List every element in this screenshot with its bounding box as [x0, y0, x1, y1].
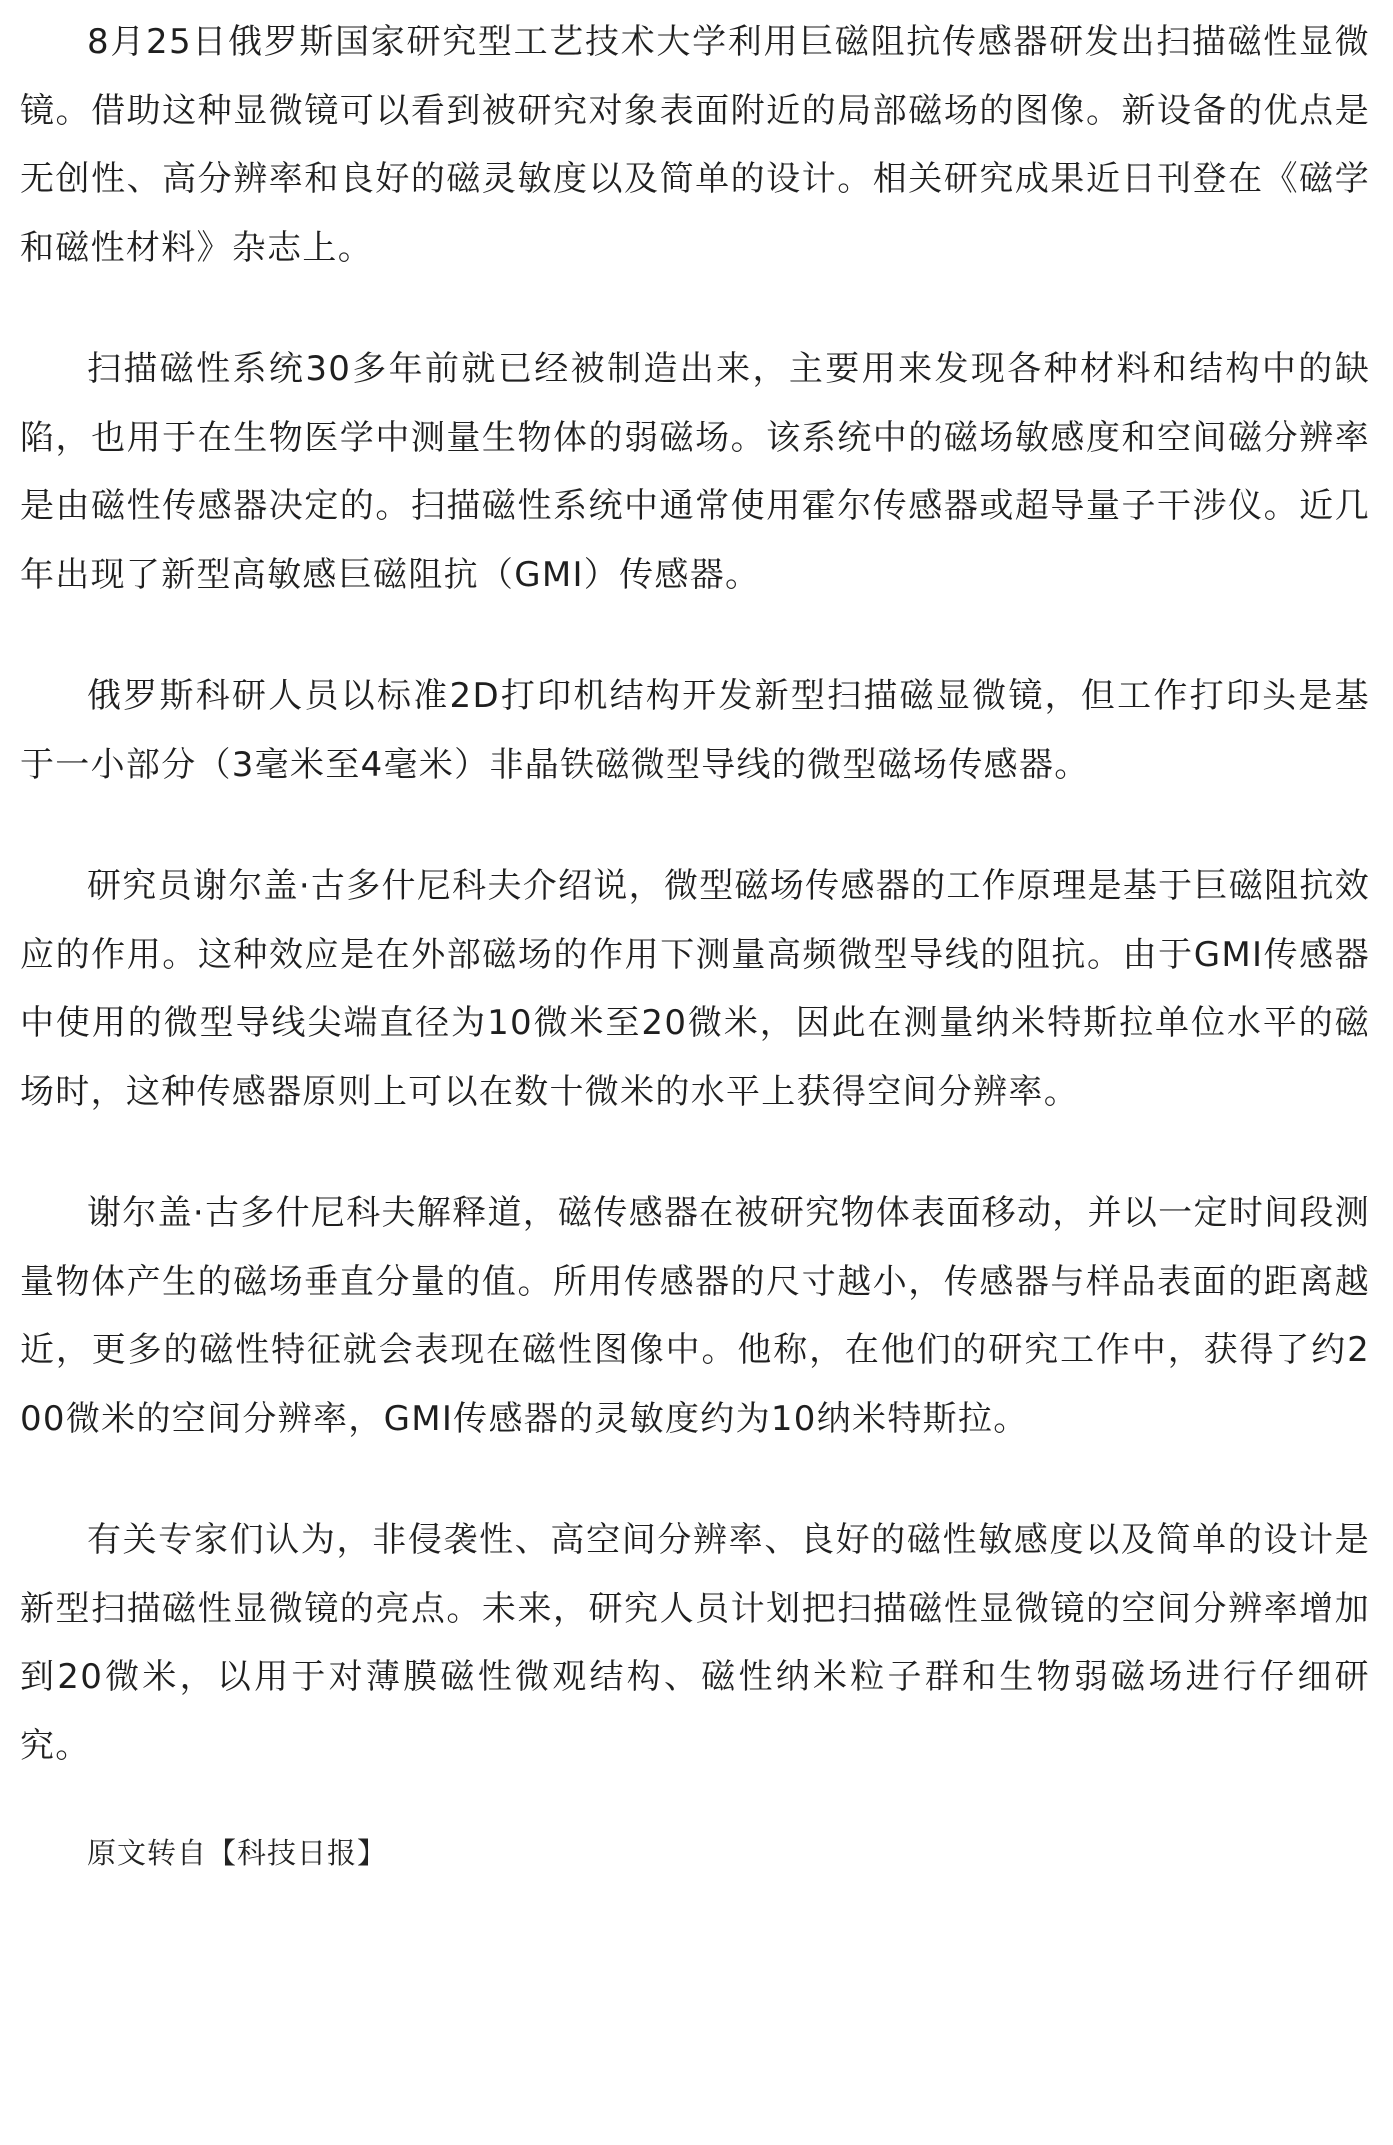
article-body [20, 8, 1370, 1873]
article-paragraph-1: 8月25日俄罗斯国家研究型工艺技术大学利用巨磁阻抗传感器研发出扫描磁性显微镜。借助这种显微镜可以看到被研究对象表面附近的局部磁场的图像。新设备的优点是无创性、高分辨率和良好的磁灵敏度以及简单的设计。相关研究成果近日刊登在《磁学和磁性材料》杂志上。 [20, 22, 1370, 268]
article-paragraph-4: 研究员谢尔盖·古多什尼科夫介绍说，微型磁场传感器的工作原理是基于巨磁阻抗效应的作用。这种效应是在外部磁场的作用下测量高频微型导线的阻抗。由于GMI传感器中使用的微型导线尖端直径为10微米至20微米，因此在测量纳米特斯拉单位水平的磁场时，这种传感器原则上可以在数十微米的水平上获得空间分辨率。 [20, 866, 1370, 1112]
article-paragraph-3: 俄罗斯科研人员以标准2D打印机结构开发新型扫描磁显微镜，但工作打印头是基于一小部分（3毫米至4毫米）非晶铁磁微型导线的微型磁场传感器。 [20, 676, 1370, 785]
article-paragraph-5: 谢尔盖·古多什尼科夫解释道，磁传感器在被研究物体表面移动，并以一定时间段测量物体产生的磁场垂直分量的值。所用传感器的尺寸越小，传感器与样品表面的距离越近，更多的磁性特征就会表现在磁性图像中。他称，在他们的研究工作中，获得了约200微米的空间分辨率，GMI传感器的灵敏度约为10纳米特斯拉。 [20, 1193, 1370, 1439]
article-paragraph-2: 扫描磁性系统30多年前就已经被制造出来，主要用来发现各种材料和结构中的缺陷，也用于在生物医学中测量生物体的弱磁场。该系统中的磁场敏感度和空间磁分辨率是由磁性传感器决定的。扫描磁性系统中通常使用霍尔传感器或超导量子干涉仪。近几年出现了新型高敏感巨磁阻抗（GMI）传感器。 [20, 349, 1370, 595]
article-paragraph-6: 有关专家们认为，非侵袭性、高空间分辨率、良好的磁性敏感度以及简单的设计是新型扫描磁性显微镜的亮点。未来，研究人员计划把扫描磁性显微镜的空间分辨率增加到20微米，以用于对薄膜磁性微观结构、磁性纳米粒子群和生物弱磁场进行仔细研究。 [20, 1520, 1370, 1766]
source-attribution: 原文转自【科技日报】 [87, 1836, 388, 1870]
